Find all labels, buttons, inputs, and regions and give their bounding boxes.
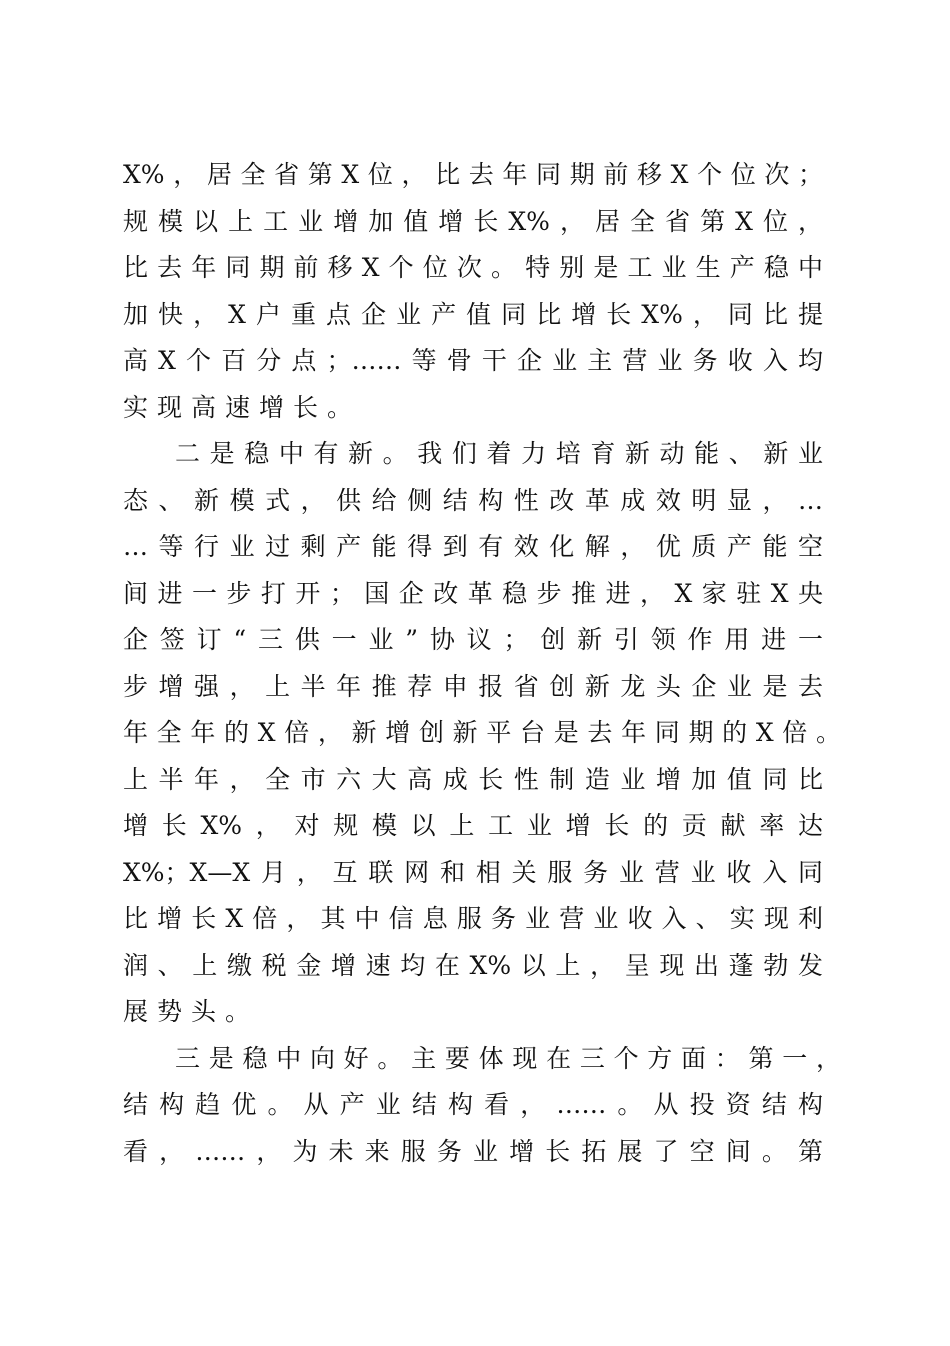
text-line-16: X%；X—X月，互联网和相关服务业营业收入同 <box>123 857 823 887</box>
text-line-5: 高X个百分点；……等骨干企业主营业务收入均 <box>123 346 823 375</box>
text-line-6: 实现高速增长。 <box>123 392 362 422</box>
text-line-4: 加快，X户重点企业产值同比增长X%，同比提 <box>123 299 823 329</box>
text-line-22: 看，……，为未来服务业增长拓展了空间。第 <box>123 1136 823 1166</box>
text-line-14: 上半年，全市六大高成长性制造业增加值同比 <box>123 764 823 794</box>
text-line-15: 增长X%，对规模以上工业增长的贡献率达 <box>123 811 823 840</box>
text-line-12: 步增强，上半年推荐申报省创新龙头企业是去 <box>123 671 823 701</box>
text-line-2: 规模以上工业增加值增长X%，居全省第X位， <box>123 206 823 236</box>
text-line-18: 润、上缴税金增速均在X%以上，呈现出蓬勃发 <box>123 950 823 980</box>
text-line-7: 二是稳中有新。我们着力培育新动能、新业 <box>175 439 823 468</box>
text-line-21: 结构趋优。从产业结构看，……。从投资结构 <box>123 1090 823 1119</box>
document-body <box>123 152 841 1175</box>
text-line-19: 展势头。 <box>123 997 260 1026</box>
text-line-17: 比增长X倍，其中信息服务业营业收入、实现利 <box>123 904 823 933</box>
text-line-8: 态、新模式，供给侧结构性改革成效明显，… <box>123 485 823 515</box>
text-line-1: X%，居全省第X位，比去年同期前移X个位次； <box>123 160 823 189</box>
text-line-10: 间进一步打开；国企改革稳步推进，X家驻X央 <box>123 578 823 608</box>
text-line-11: 企签订“三供一业”协议；创新引领作用进一 <box>123 625 823 654</box>
text-line-13: 年全年的X倍，新增创新平台是去年同期的X倍。 <box>123 718 841 747</box>
text-line-9: …等行业过剩产能得到有效化解，优质产能空 <box>123 532 823 561</box>
text-line-20: 三是稳中向好。主要体现在三个方面：第一， <box>175 1043 841 1073</box>
text-line-3: 比去年同期前移X个位次。特别是工业生产稳中 <box>123 253 823 282</box>
